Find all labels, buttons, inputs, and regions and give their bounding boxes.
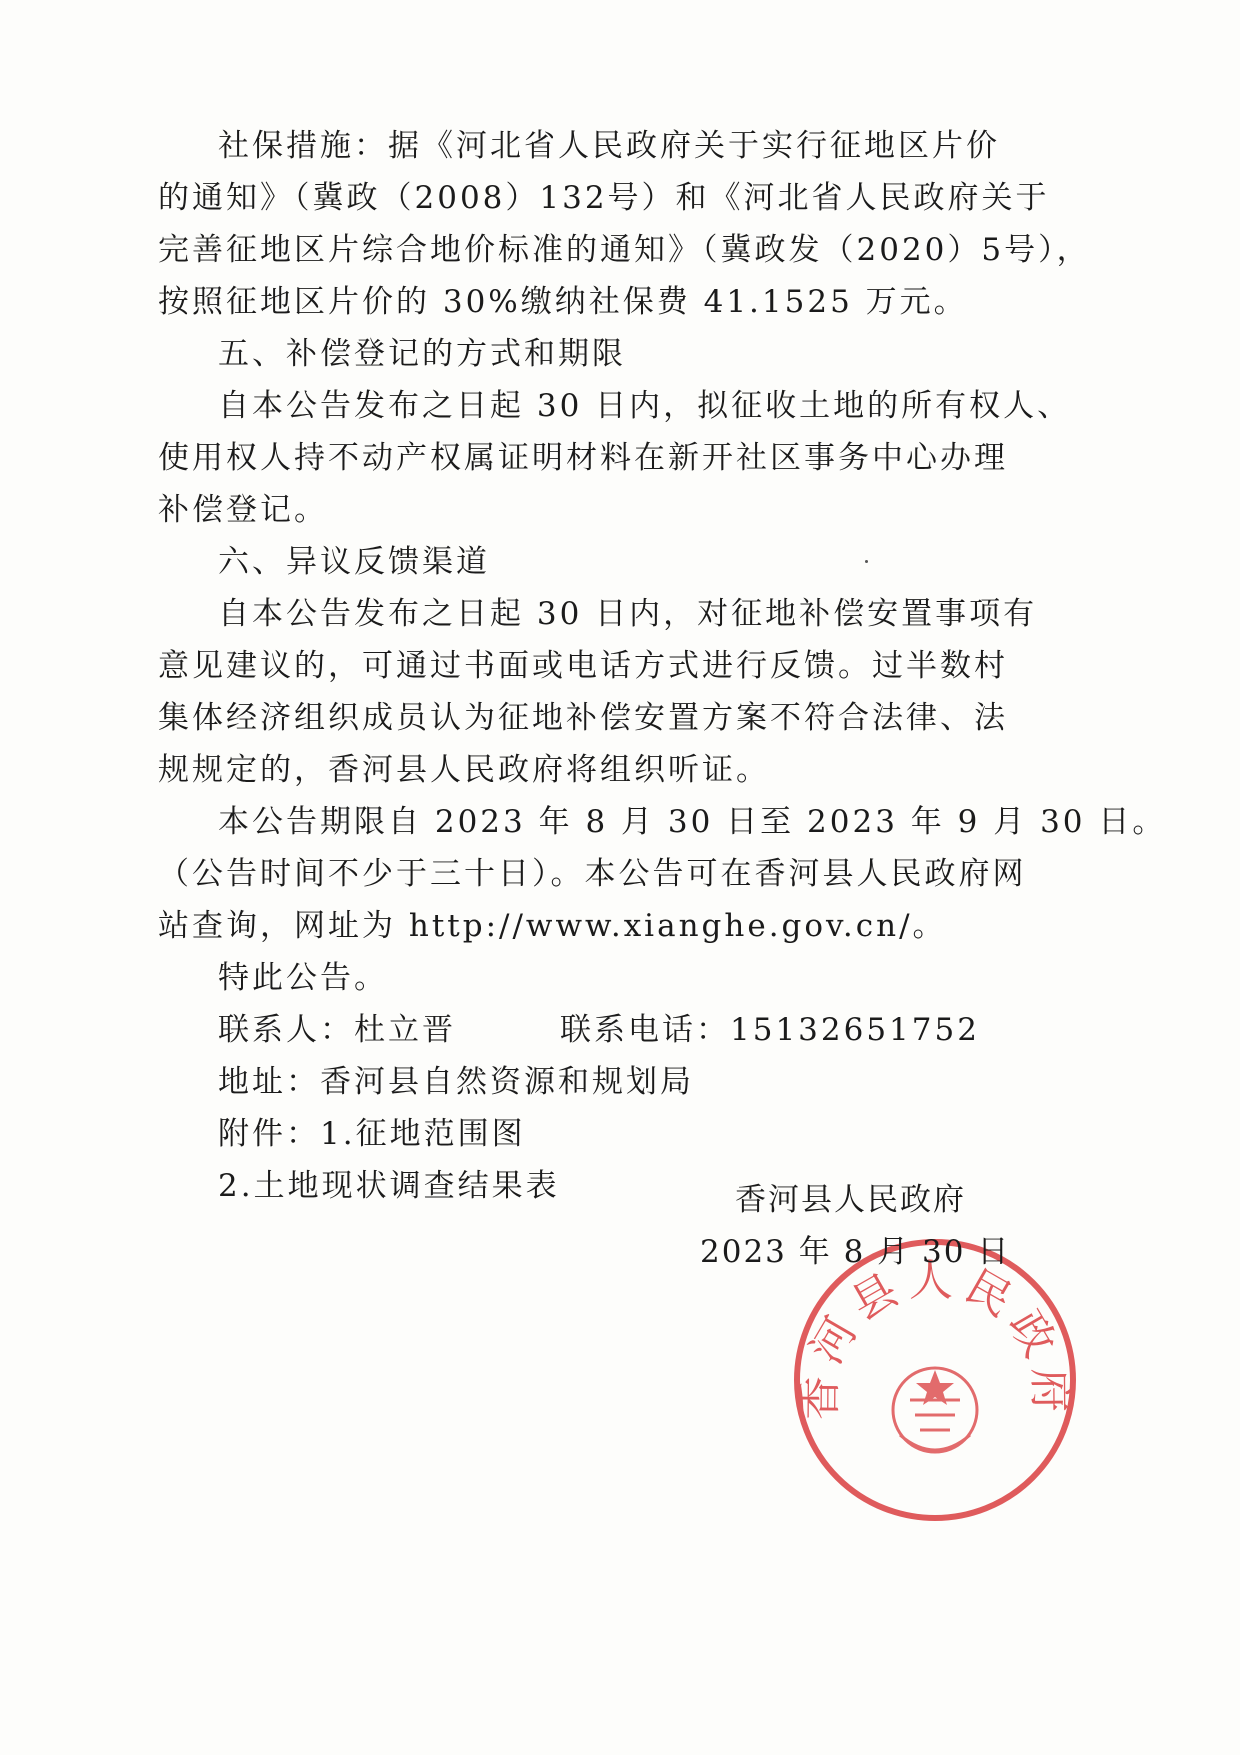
scan-speck (865, 560, 868, 563)
official-seal (790, 1235, 1080, 1525)
paragraph-line: 自本公告发布之日起 30 日内，拟征收土地的所有权人、 (218, 388, 1072, 424)
section-heading: 六、异议反馈渠道 (218, 544, 490, 580)
paragraph-line: 自本公告发布之日起 30 日内，对征地补偿安置事项有 (218, 596, 1038, 632)
paragraph-line: 集体经济组织成员认为征地补偿安置方案不符合法律、法 (158, 700, 1008, 736)
issuer-name: 香河县人民政府 (735, 1182, 966, 1218)
section-heading: 五、补偿登记的方式和期限 (218, 336, 626, 372)
paragraph-line: 本公告期限自 2023 年 8 月 30 日至 2023 年 9 月 30 日。 (218, 804, 1167, 840)
paragraph-line: 意见建议的，可通过书面或电话方式进行反馈。过半数村 (158, 648, 1008, 684)
paragraph-line: 补偿登记。 (158, 492, 328, 528)
contact-person: 联系人：杜立晋 (218, 1012, 456, 1048)
paragraph-line: 规规定的，香河县人民政府将组织听证。 (158, 752, 770, 788)
paragraph-line: 社保措施：据《河北省人民政府关于实行征地区片价 (218, 128, 1000, 164)
paragraph-line: 使用权人持不动产权属证明材料在新开社区事务中心办理 (158, 440, 1008, 476)
contact-phone: 联系电话：15132651752 (560, 1012, 980, 1048)
contact-address: 地址：香河县自然资源和规划局 (218, 1064, 694, 1100)
paragraph-line: （公告时间不少于三十日）。本公告可在香河县人民政府网 (158, 856, 1027, 892)
attachment-item: 附件：1.征地范围图 (218, 1116, 526, 1152)
paragraph-line: 站查询，网址为 http://www.xianghe.gov.cn/。 (158, 908, 947, 944)
paragraph-line: 完善征地区片综合地价标准的通知》（冀政发（2020）5号）， (158, 232, 1091, 268)
paragraph-line: 的通知》（冀政（2008）132号）和《河北省人民政府关于 (158, 180, 1050, 216)
paragraph-line: 按照征地区片价的 30%缴纳社保费 41.1525 万元。 (158, 284, 968, 320)
closing-text: 特此公告。 (218, 960, 388, 996)
svg-text:香河县人民政府: 香河县人民政府 (794, 1255, 1076, 1421)
attachment-item: 2.土地现状调查结果表 (218, 1168, 560, 1204)
issue-date: 2023 年 8 月 30 日 (700, 1234, 1011, 1270)
